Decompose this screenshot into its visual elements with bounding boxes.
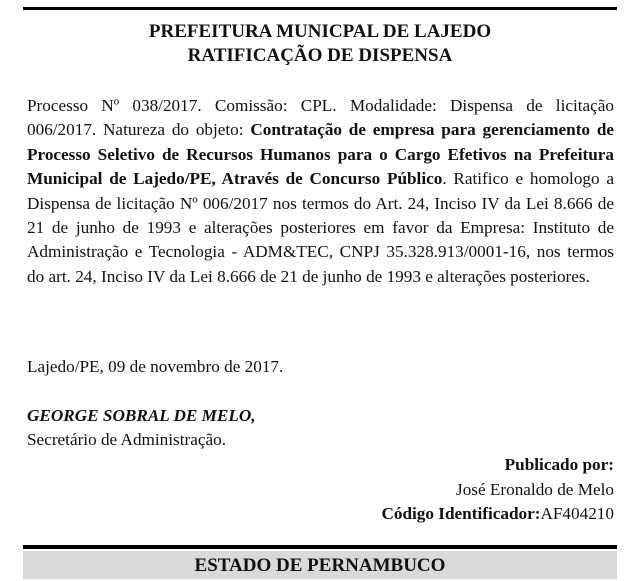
signer-block bbox=[27, 404, 256, 452]
signer-name: GEORGE SOBRAL DE MELO, bbox=[27, 406, 256, 425]
bottom-rule bbox=[23, 545, 617, 549]
header-title: PREFEITURA MUNICPAL DE LAJEDO bbox=[148, 21, 492, 42]
code-line bbox=[381, 504, 614, 523]
publisher-name: José Eronaldo de Melo bbox=[456, 479, 614, 499]
document-header bbox=[23, 20, 617, 68]
header-subtitle: RATIFICAÇÃO DE DISPENSA bbox=[187, 45, 453, 66]
top-rule bbox=[23, 7, 617, 10]
section-footer-bar bbox=[23, 551, 617, 579]
publication-label: Publicado por: bbox=[504, 455, 614, 474]
date-line: Lajedo/PE, 09 de novembro de 2017. bbox=[27, 357, 284, 376]
code-value: AF404210 bbox=[540, 504, 614, 523]
code-label: Código Identificador: bbox=[381, 504, 541, 523]
body-object: Contratação de empresa para gerenciamento de Processo Seletivo de Recursos Humanos para o Cargo Efetivos na Prefeitura Municipal de Lajedo/PE, Através de Concurso Público bbox=[27, 120, 615, 189]
signer-role: Secretário de Administração. bbox=[27, 430, 227, 449]
body-rest: . Ratifico e homologo a Dispensa de licitação Nº 006/2017 nos termos do Art. 24, Inciso IV da Lei 8.666 de 21 de junho de 1993 e alterações posteriores em favor da Empresa: Instituto de Administração e Tecnologia - ADM&TEC, CNPJ 35.328.913/0001-16, nos termos do art. 24, Inciso IV da Lei 8.666 de 21 de junho de 1993 e alterações posteriores. bbox=[27, 169, 614, 286]
body-intro: Processo Nº 038/2017. Comissão: CPL. Modalidade: Dispensa de licitação 006/2017. Natureza do objeto: bbox=[27, 96, 614, 140]
body-paragraph bbox=[27, 94, 614, 289]
publication-block bbox=[381, 453, 614, 527]
footer-title: ESTADO DE PERNAMBUCO bbox=[194, 555, 446, 576]
